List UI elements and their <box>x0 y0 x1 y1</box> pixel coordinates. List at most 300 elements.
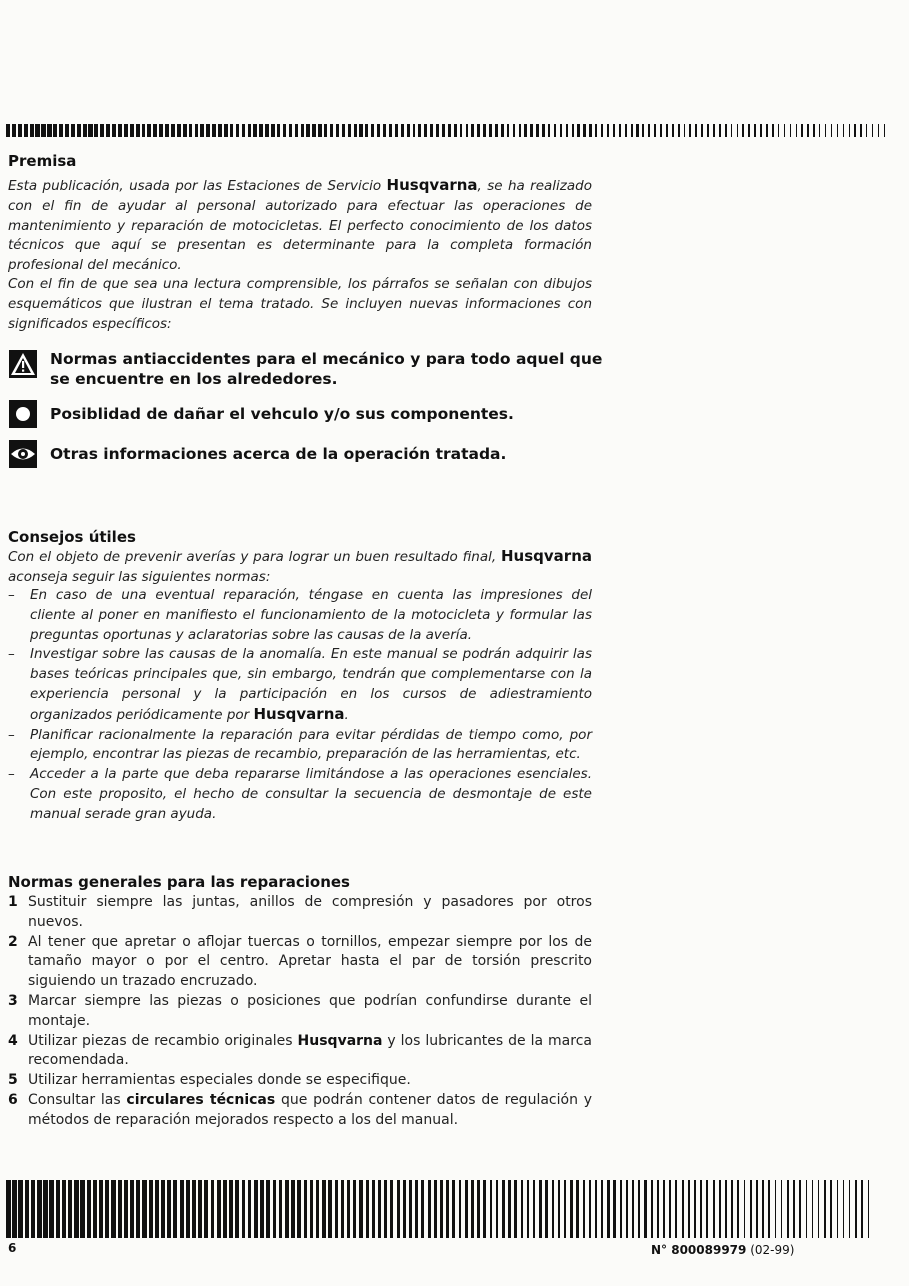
barcode-bar <box>843 1180 844 1238</box>
barcode-bar <box>519 124 522 137</box>
barcode-bar <box>118 124 122 137</box>
barcode-bar <box>254 1180 258 1238</box>
barcode-bar <box>87 1180 91 1238</box>
barcode-bar <box>25 1180 30 1238</box>
barcode-bar <box>37 1180 42 1238</box>
barcode-bar <box>572 124 574 137</box>
barcode-bar <box>689 124 691 137</box>
barcode-bar <box>768 1180 770 1238</box>
barcode-bar <box>407 124 410 137</box>
normas-title: Normas generales para las reparaciones <box>8 873 350 891</box>
barcode-bar <box>224 124 228 137</box>
barcode-bar <box>253 124 257 137</box>
barcode-bar <box>775 1180 777 1238</box>
barcode-bar <box>65 124 69 137</box>
barcode-bar <box>83 124 87 137</box>
barcode-bar <box>750 1180 752 1238</box>
barcode-bar <box>18 1180 23 1238</box>
barcode-bar <box>813 124 814 137</box>
barcode-bar <box>448 124 451 137</box>
barcode-bar <box>713 1180 715 1238</box>
barcode-bar <box>849 1180 850 1238</box>
barcode-bar <box>607 124 609 137</box>
barcode-bar <box>651 1180 653 1238</box>
barcode-bar <box>130 1180 134 1238</box>
barcode-bar <box>725 124 727 137</box>
barcode-bar <box>542 124 544 137</box>
barcode-bar <box>195 124 199 137</box>
barcode-bar <box>277 124 280 137</box>
barcode-bar <box>312 124 315 137</box>
barcode-bar <box>884 124 885 137</box>
barcode-bar <box>105 1180 109 1238</box>
barcode-bar <box>335 1180 338 1238</box>
barcode-bar <box>180 1180 184 1238</box>
premisa-paragraph-2: Con el fin de que sea una lectura comprensible, los párrafos se señalan con dibujos esquemáticos que ilustran el tema tratado. Se incluyen nuevas informaciones con significados específicos: <box>8 276 592 332</box>
barcode-bar <box>672 124 674 137</box>
barcode-bar <box>631 124 633 137</box>
barcode-bar <box>731 124 733 137</box>
barcode-bar <box>861 1180 862 1238</box>
barcode-bar <box>452 1180 455 1238</box>
barcode-bar <box>527 1180 530 1238</box>
barcode-bar <box>359 124 362 137</box>
barcode-bar <box>106 124 110 137</box>
list-item: – En caso de una eventual reparación, téngase en cuenta las impresiones del cliente al poner en manifiesto el funcionamiento de la motocicleta y formular las preguntas oportunas y aclaratorias sobre las causas de la avería. <box>8 586 592 645</box>
barcode-bar <box>576 1180 578 1238</box>
consejos-intro: Con el objeto de prevenir averías y para lograr un buen resultado final, Husqvarna aconseja seguir las siguientes normas: <box>8 547 592 585</box>
list-item: 1 Sustituir siempre las juntas, anillos de compresión y pasadores por otros nuevos. <box>8 894 592 930</box>
barcode-bar <box>530 124 533 137</box>
barcode-bar <box>695 124 697 137</box>
barcode-bar <box>824 1180 825 1238</box>
list-item: 5 Utilizar herramientas especiales donde se especifique. <box>8 1072 411 1089</box>
barcode-bar <box>440 1180 443 1238</box>
barcode-bar <box>595 124 597 137</box>
barcode-bar <box>18 124 22 137</box>
barcode-bar <box>30 124 34 137</box>
barcode-bar <box>700 1180 702 1238</box>
barcode-bar <box>737 124 739 137</box>
barcode-bar <box>601 124 603 137</box>
barcode-bar <box>521 1180 524 1238</box>
barcode-bar <box>483 124 486 137</box>
barcode-bar <box>442 124 445 137</box>
barcode-bar <box>403 1180 406 1238</box>
barcode-bar <box>68 1180 72 1238</box>
barcode-bar <box>80 1180 84 1238</box>
barcode-bar <box>383 124 386 137</box>
barcode-bar <box>136 1180 140 1238</box>
barcode-bar <box>260 1180 264 1238</box>
barcode-bar <box>607 1180 609 1238</box>
list-item: 4 Utilizar piezas de recambio originales Husqvarna y los lubricantes de la marca recomendada. <box>8 1032 592 1069</box>
barcode-bar <box>218 124 222 137</box>
barcode-bar <box>502 1180 505 1238</box>
barcode-bar <box>793 1180 795 1238</box>
barcode-bar <box>731 1180 733 1238</box>
damage-dot-icon <box>8 399 38 429</box>
barcode-bar <box>124 124 128 137</box>
barcode-bar <box>778 124 780 137</box>
legend-row-info <box>8 439 610 469</box>
barcode-bar <box>589 124 591 137</box>
barcode-bar <box>147 124 151 137</box>
barcode-bar <box>390 1180 393 1238</box>
barcode-bar <box>204 1180 208 1238</box>
barcode-bar <box>762 1180 764 1238</box>
barcode-bar <box>306 124 309 137</box>
barcode-bar <box>230 124 234 137</box>
barcode-bar <box>377 124 380 137</box>
barcode-bar <box>831 124 832 137</box>
barcode-bar <box>165 124 169 137</box>
barcode-bar <box>725 1180 727 1238</box>
barcode-bar <box>341 1180 344 1238</box>
barcode-bar <box>514 1180 517 1238</box>
barcode-bar <box>539 1180 542 1238</box>
barcode-bar <box>675 1180 677 1238</box>
barcode-bar <box>595 1180 597 1238</box>
list-item: 2 Al tener que apretar o aflojar tuercas o tornillos, empezar siempre por los de tamaño mayor o por el centro. Apretar hasta el par de torsión prescrito siguiendo un trazado encruzado. <box>8 933 592 990</box>
barcode-bar <box>843 124 844 137</box>
barcode-bar <box>74 1180 78 1238</box>
consejos-list <box>8 586 592 825</box>
barcode-bar <box>112 124 116 137</box>
barcode-bar <box>291 1180 295 1238</box>
eye-icon <box>8 439 38 469</box>
barcode-bar <box>554 124 556 137</box>
barcode-bar <box>31 1180 36 1238</box>
barcode-bar <box>644 1180 646 1238</box>
barcode-bar <box>49 1180 53 1238</box>
barcode-bar <box>62 1180 66 1238</box>
legend-text-safety: Normas antiaccidentes para el mecánico y para todo aquel que se encuentre en los alrededores. <box>50 350 603 388</box>
barcode-bar <box>354 124 357 137</box>
barcode-bar <box>872 124 873 137</box>
premisa-paragraph-1: Esta publicación, usada por las Estaciones de Servicio Husqvarna, se ha realizado con el fin de ayudar al personal autorizado para efectuar las operaciones de mantenimiento y reparación de motocicletas. El perfecto conocimiento de los datos técnicos que aquí se presentan es determinante para la completa formación profesional del mecánico. <box>8 176 592 274</box>
barcode-bar <box>265 124 268 137</box>
barcode-bar <box>384 1180 387 1238</box>
barcode-bar <box>632 1180 634 1238</box>
barcode-bar <box>552 1180 555 1238</box>
barcode-bar <box>507 124 510 137</box>
barcode-bar <box>663 1180 665 1238</box>
barcode-bar <box>756 1180 758 1238</box>
barcode-bar <box>601 1180 603 1238</box>
barcode-bar <box>189 124 193 137</box>
barcode-bar <box>6 124 10 137</box>
list-item: – Acceder a la parte que deba repararse limitándose a las operaciones esenciales. Con este proposito, el hecho de consultar la secuencia de desmontaje de este manual serade gran ayuda. <box>8 765 592 824</box>
barcode-bar <box>613 124 615 137</box>
barcode-bar <box>235 1180 239 1238</box>
barcode-bar <box>365 124 368 137</box>
barcode-bar <box>266 1180 270 1238</box>
barcode-bar <box>206 124 210 137</box>
barcode-bar <box>330 124 333 137</box>
barcode-bar <box>273 1180 277 1238</box>
barcode-bar <box>471 1180 474 1238</box>
barcode-bar <box>41 124 45 137</box>
barcode-bar <box>324 124 327 137</box>
barcode-bar <box>812 1180 813 1238</box>
barcode-bar <box>678 124 680 137</box>
barcode-bar <box>706 1180 708 1238</box>
barcode-bar <box>830 1180 831 1238</box>
normas-list <box>8 893 592 1131</box>
barcode-bar <box>183 124 187 137</box>
barcode-bar <box>415 1180 418 1238</box>
barcode-bar <box>430 124 433 137</box>
barcode-bar <box>446 1180 449 1238</box>
barcode-bar <box>781 1180 783 1238</box>
barcode-bar <box>684 124 686 137</box>
barcode-bar <box>707 124 709 137</box>
barcode-bar <box>397 1180 400 1238</box>
barcode-bar <box>560 124 562 137</box>
barcode-bar <box>471 124 474 137</box>
barcode-bar <box>47 124 51 137</box>
barcode-bar <box>353 1180 356 1238</box>
barcode-bar <box>818 1180 819 1238</box>
barcode-bar <box>583 124 585 137</box>
barcode-bar <box>242 1180 246 1238</box>
list-item: – Investigar sobre las causas de la anomalía. En este manual se podrán adquirir las bases teóricas principales que, sin embargo, tendrán que complementarse con la experiencia personal y la participación en los cursos de adiestramiento organizados periódicamente por Husqvarna. <box>8 645 592 725</box>
barcode-bar <box>259 124 263 137</box>
barcode-bar <box>236 124 240 137</box>
barcode-bar <box>111 1180 115 1238</box>
barcode-bar <box>401 124 404 137</box>
barcode-bar <box>12 1180 17 1238</box>
barcode-bar <box>496 1180 499 1238</box>
barcode-bar <box>558 1180 560 1238</box>
barcode-bar <box>348 124 351 137</box>
barcode-bar <box>212 124 216 137</box>
barcode-bar <box>409 1180 412 1238</box>
barcode-bar <box>772 124 774 137</box>
barcode-bar <box>744 1180 746 1238</box>
barcode-bar <box>508 1180 511 1238</box>
barcode-bar <box>642 124 644 137</box>
barcode-bar <box>248 124 252 137</box>
barcode-bar <box>688 1180 690 1238</box>
barcode-bar <box>192 1180 196 1238</box>
barcode-bar <box>483 1180 486 1238</box>
barcode-bar <box>155 1180 159 1238</box>
barcode-bar <box>242 124 246 137</box>
barcode-bar <box>149 1180 153 1238</box>
barcode-bar <box>501 124 504 137</box>
barcode-bar <box>136 124 140 137</box>
barcode-bar <box>418 124 421 137</box>
barcode-bar <box>371 124 374 137</box>
barcode-bar <box>760 124 762 137</box>
barcode-bar <box>285 1180 289 1238</box>
barcode-bar <box>638 1180 640 1238</box>
barcode-bar <box>99 1180 103 1238</box>
barcode-bar <box>513 124 516 137</box>
list-item: – Planificar racionalmente la reparación para evitar pérdidas de tiempo como, por ejemplo, encontrar las piezas de recambio, preparación de las herramientas, etc. <box>8 726 592 766</box>
barcode-bar <box>524 124 527 137</box>
barcode-bar <box>878 124 879 137</box>
barcode-bar <box>564 1180 566 1238</box>
barcode-bar <box>489 124 492 137</box>
barcode-bar <box>130 124 134 137</box>
barcode-bar <box>328 1180 331 1238</box>
barcode-bar <box>248 1180 252 1238</box>
barcode-bar <box>784 124 786 137</box>
barcode-bar <box>613 1180 615 1238</box>
barcode-bar <box>495 124 498 137</box>
barcode-bar <box>336 124 339 137</box>
list-item: 3 Marcar siempre las piezas o posiciones que podrían confundirse durante el montaje. <box>8 992 592 1029</box>
barcode-bar <box>536 124 538 137</box>
barcode-bar <box>297 1180 301 1238</box>
list-item: 6 Consultar las circulares técnicas que podrán contener datos de regulación y métodos de reparación mejorados respecto a los del manual. <box>8 1091 593 1128</box>
barcode-bar <box>868 1180 869 1238</box>
barcode-bar <box>318 124 321 137</box>
barcode-bar <box>142 1180 146 1238</box>
barcode-bar <box>545 1180 548 1238</box>
barcode-bar <box>849 124 850 137</box>
barcode-bar <box>819 124 820 137</box>
bottom-barcode-strip <box>6 1180 901 1238</box>
barcode-bar <box>577 124 579 137</box>
barcode-bar <box>289 124 292 137</box>
barcode-bar <box>359 1180 362 1238</box>
barcode-bar <box>88 124 92 137</box>
barcode-bar <box>790 124 792 137</box>
barcode-bar <box>347 1180 350 1238</box>
barcode-bar <box>799 1180 801 1238</box>
barcode-bar <box>657 1180 659 1238</box>
barcode-bar <box>6 1180 11 1238</box>
document-number: N° 800089979 (02-99) <box>651 1243 795 1257</box>
barcode-bar <box>153 124 157 137</box>
barcode-bar <box>35 124 39 137</box>
barcode-bar <box>669 1180 671 1238</box>
barcode-bar <box>801 124 803 137</box>
barcode-bar <box>413 124 416 137</box>
barcode-bar <box>177 124 181 137</box>
barcode-bar <box>186 1180 190 1238</box>
barcode-bar <box>854 124 855 137</box>
barcode-bar <box>454 124 457 137</box>
barcode-bar <box>465 1180 468 1238</box>
consejos-title: Consejos útiles <box>8 528 136 546</box>
barcode-bar <box>694 1180 696 1238</box>
barcode-bar <box>271 124 274 137</box>
barcode-bar <box>477 1180 480 1238</box>
barcode-bar <box>719 1180 721 1238</box>
barcode-bar <box>173 1180 177 1238</box>
barcode-bar <box>737 1180 739 1238</box>
barcode-bar <box>766 124 768 137</box>
barcode-bar <box>124 1180 128 1238</box>
legend-row-damage <box>8 399 610 429</box>
barcode-bar <box>682 1180 684 1238</box>
barcode-bar <box>161 1180 165 1238</box>
barcode-bar <box>796 124 798 137</box>
barcode-bar <box>342 124 345 137</box>
barcode-bar <box>660 124 662 137</box>
barcode-bar <box>837 1180 838 1238</box>
barcode-bar <box>583 1180 585 1238</box>
barcode-bar <box>460 124 463 137</box>
premisa-title: Premisa <box>8 152 77 170</box>
barcode-bar <box>171 124 175 137</box>
barcode-bar <box>570 1180 572 1238</box>
barcode-bar <box>713 124 715 137</box>
barcode-bar <box>619 124 621 137</box>
barcode-bar <box>654 124 656 137</box>
barcode-bar <box>701 124 703 137</box>
barcode-bar <box>223 1180 227 1238</box>
barcode-bar <box>860 124 861 137</box>
barcode-bar <box>855 1180 856 1238</box>
barcode-bar <box>279 1180 283 1238</box>
barcode-bar <box>93 1180 97 1238</box>
warning-triangle-icon <box>8 349 38 379</box>
barcode-bar <box>625 124 627 137</box>
barcode-bar <box>12 124 16 137</box>
barcode-bar <box>825 124 826 137</box>
barcode-bar <box>59 124 63 137</box>
barcode-bar <box>322 1180 325 1238</box>
barcode-bar <box>295 124 298 137</box>
barcode-bar <box>395 124 398 137</box>
barcode-bar <box>490 1180 493 1238</box>
barcode-bar <box>566 124 568 137</box>
barcode-bar <box>378 1180 381 1238</box>
barcode-bar <box>466 124 469 137</box>
barcode-bar <box>24 124 28 137</box>
barcode-bar <box>53 124 57 137</box>
legend-text-damage: Posiblidad de dañar el vehculo y/o sus componentes. <box>50 405 514 423</box>
top-barcode-strip <box>6 124 901 137</box>
barcode-bar <box>806 1180 808 1238</box>
barcode-bar <box>200 124 204 137</box>
barcode-bar <box>56 1180 60 1238</box>
barcode-bar <box>94 124 98 137</box>
barcode-bar <box>142 124 146 137</box>
barcode-bar <box>301 124 304 137</box>
barcode-bar <box>389 124 392 137</box>
barcode-bar <box>77 124 81 137</box>
barcode-bar <box>428 1180 431 1238</box>
barcode-bar <box>118 1180 122 1238</box>
barcode-bar <box>807 124 808 137</box>
barcode-bar <box>589 1180 591 1238</box>
barcode-bar <box>787 1180 789 1238</box>
page-number: 6 <box>8 1241 17 1255</box>
barcode-bar <box>100 124 104 137</box>
barcode-bar <box>310 1180 313 1238</box>
barcode-bar <box>159 124 163 137</box>
barcode-bar <box>436 124 439 137</box>
barcode-bar <box>421 1180 424 1238</box>
barcode-bar <box>837 124 838 137</box>
barcode-bar <box>626 1180 628 1238</box>
barcode-bar <box>648 124 650 137</box>
barcode-bar <box>666 124 668 137</box>
legend-text-info: Otras informaciones acerca de la operación tratada. <box>50 445 507 463</box>
barcode-bar <box>167 1180 171 1238</box>
barcode-bar <box>719 124 721 137</box>
barcode-bar <box>229 1180 233 1238</box>
barcode-bar <box>211 1180 215 1238</box>
barcode-bar <box>742 124 744 137</box>
